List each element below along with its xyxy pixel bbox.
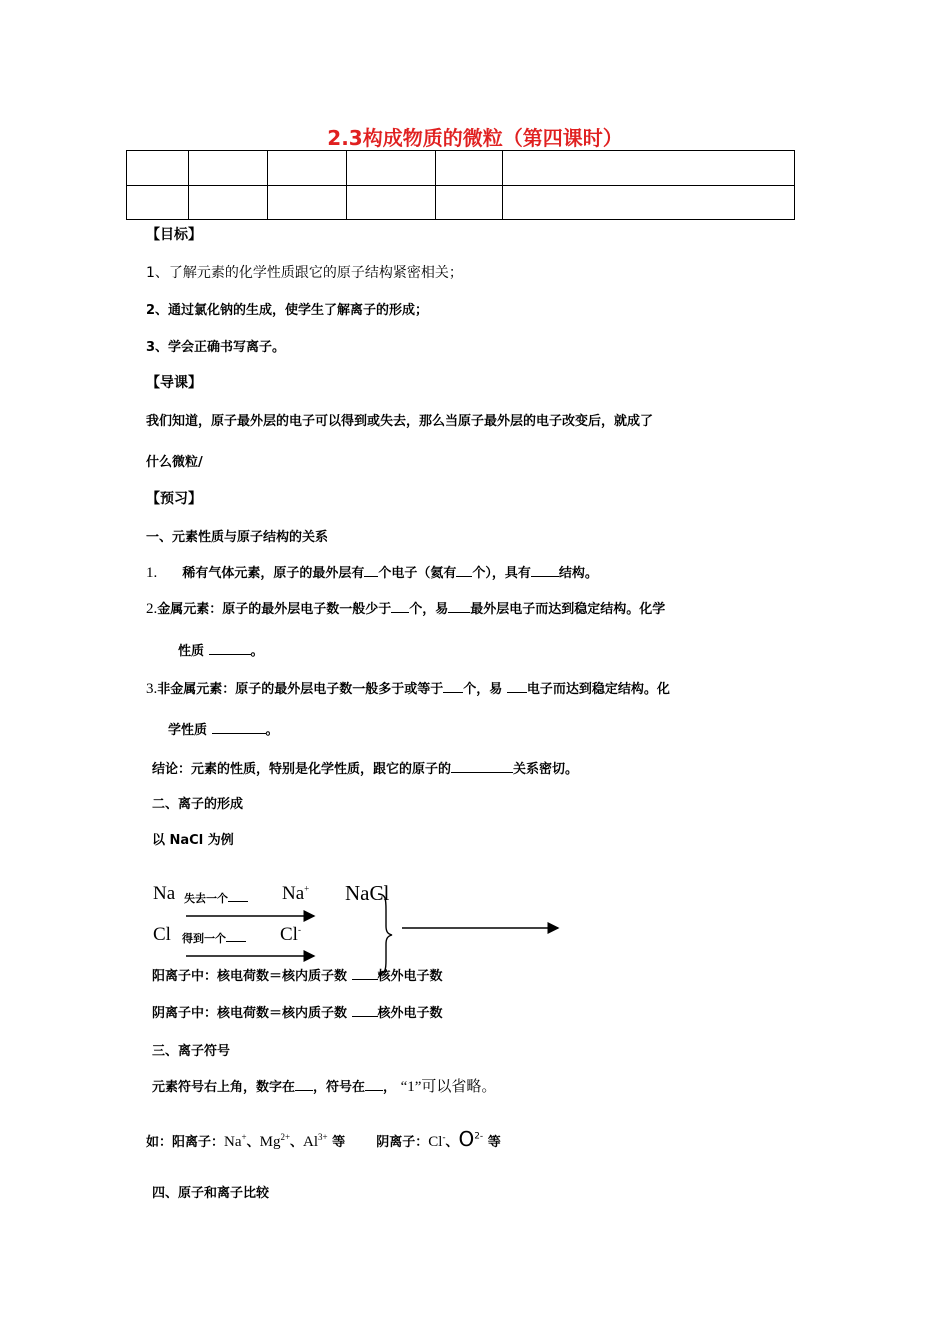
cation-rule (152, 965, 443, 984)
combine-brace (378, 894, 392, 974)
fill-blank[interactable] (209, 642, 251, 655)
list-number: 3. (146, 681, 158, 697)
fill-blank[interactable] (365, 1078, 383, 1091)
nacl-label: NaCl (345, 881, 390, 905)
list-number: 1. (146, 565, 158, 581)
text: 阴离子： (376, 1135, 429, 1150)
table-cell[interactable] (127, 185, 189, 220)
ion-al: $Al^{3+}$ (303, 1132, 328, 1150)
goals-heading: 【目标】 (146, 227, 202, 243)
section-4-title: 四、原子和离子比较 (152, 1186, 270, 1201)
table-cell[interactable] (268, 151, 347, 186)
goal-item-3: 3、学会正确书写离子。 (146, 340, 286, 355)
text: “1”可以省略。 (400, 1079, 497, 1095)
fill-blank[interactable] (443, 680, 463, 693)
text: 稀有气体元素，原子的最外层有 (182, 566, 365, 581)
fill-blank[interactable] (391, 600, 409, 613)
table-cell[interactable] (503, 185, 795, 220)
text: 如：阳离子： (146, 1135, 225, 1150)
text: 。 (250, 644, 264, 659)
cl-atom: Cl (153, 924, 171, 945)
s3-rule (152, 1075, 496, 1096)
na-action: 失去一个 (184, 890, 248, 906)
preview-heading: 【预习】 (146, 491, 202, 507)
fill-blank[interactable] (448, 600, 470, 613)
table-cell[interactable] (436, 151, 503, 186)
table-cell[interactable] (347, 151, 436, 186)
text: 关系密切。 (513, 762, 579, 777)
text: 个），具有 (472, 566, 531, 581)
table-cell[interactable] (268, 185, 347, 220)
text: 阴离子中：核电荷数＝核内质子数 (152, 1006, 348, 1021)
section-3-title: 三、离子符号 (152, 1044, 231, 1059)
s1-line-3-cont (168, 719, 279, 738)
cl-ion: Cl- (280, 924, 301, 945)
table-cell[interactable] (503, 151, 795, 186)
text: 阳离子中：核电荷数＝核内质子数 (152, 969, 348, 984)
table-cell[interactable] (436, 185, 503, 220)
s1-line-1 (146, 562, 598, 582)
fill-blank[interactable] (352, 967, 378, 980)
text: 最外层电子而达到稳定结构。化学 (470, 602, 666, 617)
table-row (127, 185, 795, 220)
text: 金属元素：原子的最外层电子数一般少于 (157, 602, 392, 617)
fill-blank[interactable] (212, 721, 266, 734)
text: 学性质 (168, 723, 208, 738)
text: 核外电子数 (377, 969, 443, 984)
list-number: 2. (146, 601, 158, 617)
ion-cl: Cl- (428, 1132, 446, 1150)
fill-blank[interactable] (531, 564, 559, 577)
na-atom: Na (153, 883, 176, 904)
ion-na: Na+ (224, 1132, 247, 1150)
text: ，符号在 (313, 1080, 366, 1095)
text: 个，易 (463, 682, 503, 697)
fill-blank[interactable] (451, 760, 513, 773)
text: 结论：元素的性质，特别是化学性质，跟它的原子的 (152, 762, 452, 777)
fill-blank[interactable] (364, 564, 378, 577)
fill-blank[interactable] (456, 564, 472, 577)
text: 非金属元素：原子的最外层电子数一般多于或等于 (157, 682, 444, 697)
text: 核外电子数 (377, 1006, 443, 1021)
page-title: 2.3构成物质的微粒（第四课时） (327, 126, 623, 150)
text: 结构。 (558, 566, 598, 581)
text: 个，易 (409, 602, 449, 617)
table-cell[interactable] (347, 185, 436, 220)
info-table (126, 150, 795, 220)
anion-rule (152, 1002, 443, 1021)
text: 性质 (178, 644, 205, 659)
s1-line-2-cont (178, 640, 264, 659)
example-label: 以 NaCl 为例 (152, 833, 234, 848)
intro-heading: 【导课】 (146, 375, 202, 391)
table-cell[interactable] (189, 151, 268, 186)
fill-blank[interactable] (295, 1078, 313, 1091)
table-cell[interactable] (127, 151, 189, 186)
section-2-title: 二、离子的形成 (152, 797, 244, 812)
table-cell[interactable] (189, 185, 268, 220)
intro-line-2: 什么微粒/ (146, 455, 203, 470)
text: ， (383, 1080, 397, 1095)
text: 电子而达到稳定结构。化 (526, 682, 670, 697)
s3-examples: 如：阳离子：Na+、$Mg^{2+}$、$Al^{3+}$ 等 阴离子：Cl-、$O^{2-}$ 等 (146, 1127, 501, 1151)
text: 元素符号右上角，数字在 (152, 1080, 296, 1095)
na-ion: Na+ (282, 883, 310, 904)
intro-line-1: 我们知道，原子最外层的电子可以得到或失去，那么当原子最外层的电子改变后，就成了 (146, 414, 654, 429)
text: 个电子（氦有 (378, 566, 457, 581)
text: 。 (265, 723, 279, 738)
goal-item-2: 2、通过氯化钠的生成，使学生了解离子的形成； (146, 303, 429, 318)
table-row (127, 151, 795, 186)
cl-action: 得到一个 (182, 930, 246, 946)
s1-line-2 (146, 598, 665, 618)
goal-item-1: 1、了解元素的化学性质跟它的原子结构紧密相关； (146, 265, 463, 281)
ion-o: $O^{2-}$ (458, 1127, 484, 1151)
conclusion (152, 758, 578, 777)
section-1-title: 一、元素性质与原子结构的关系 (146, 530, 329, 545)
s1-line-3 (146, 678, 670, 698)
ion-mg: $Mg^{2+}$ (259, 1132, 291, 1150)
fill-blank[interactable] (507, 680, 527, 693)
fill-blank[interactable] (352, 1004, 378, 1017)
